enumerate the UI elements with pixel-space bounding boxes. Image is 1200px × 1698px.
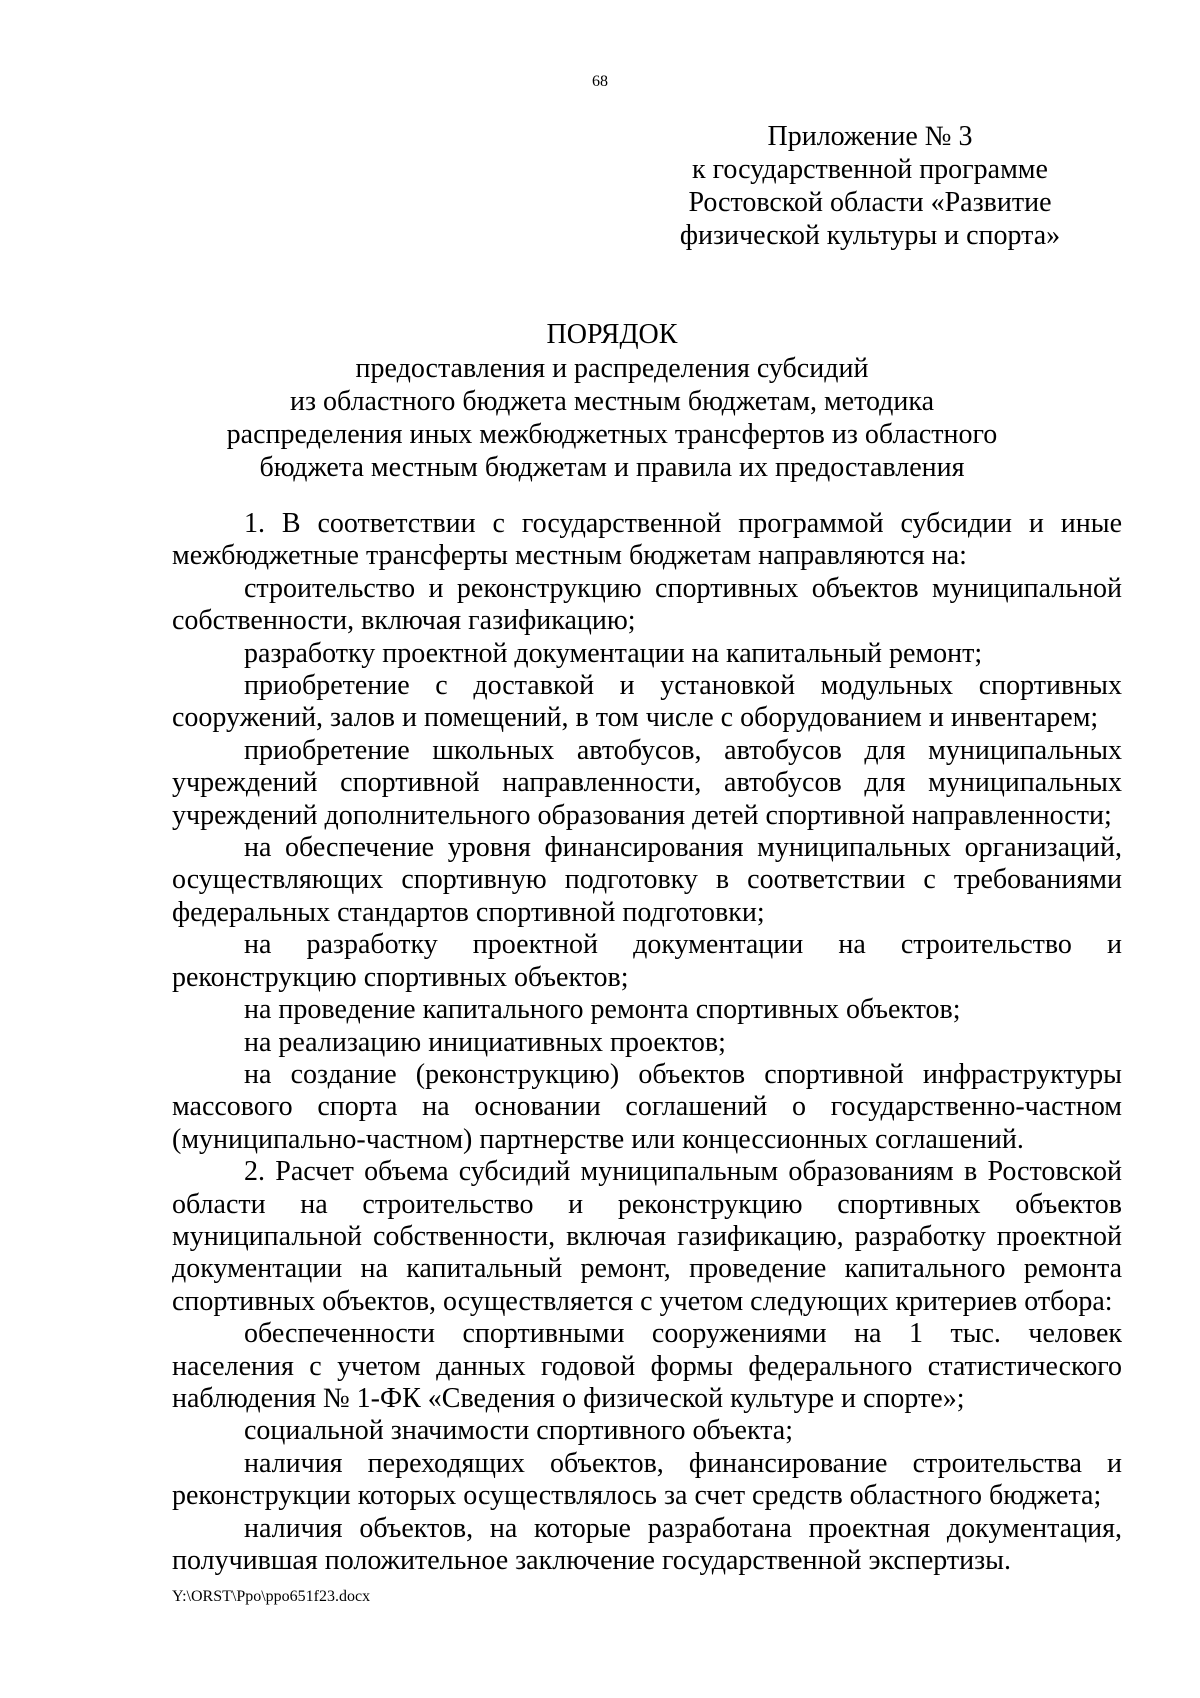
criteria-item: наличия переходящих объектов, финансирование строительства и реконструкции которых осуществлялось за счет средств областного бюджета; xyxy=(172,1447,1122,1512)
document-title-block xyxy=(172,318,1052,484)
list-item: на проведение капитального ремонта спортивных объектов; xyxy=(244,994,961,1026)
appendix-line: Ростовской области «Развитие xyxy=(688,187,1052,218)
footer-file-path: Y:\ORST\Ppo\ppo651f23.docx xyxy=(172,1588,371,1605)
document-subtitle-line: предоставления и распределения субсидий xyxy=(355,353,869,384)
document-body xyxy=(172,508,1122,1577)
criteria-item: социальной значимости спортивного объекта; xyxy=(244,1415,793,1447)
list-item: приобретение школьных автобусов, автобусов для муниципальных учреждений спортивной направленности, автобусов для муниципальных учреждений дополнительного образования детей спортивной направленности; xyxy=(172,734,1122,831)
appendix-line: физической культуры и спорта» xyxy=(679,220,1061,251)
list-item: на создание (реконструкцию) объектов спортивной инфраструктуры массового спорта на основании соглашений о государственно-частном (муниципально-частном) партнерстве или концессионных соглашений. xyxy=(172,1058,1122,1155)
document-title: ПОРЯДОК xyxy=(546,319,678,350)
appendix-line: Приложение № 3 xyxy=(767,121,973,152)
document-subtitle-line: распределения иных межбюджетных трансфертов из областного xyxy=(226,419,998,450)
list-item: строительство и реконструкцию спортивных объектов муниципальной собственности, включая газификацию; xyxy=(172,572,1122,637)
document-subtitle-line: из областного бюджета местным бюджетам, методика xyxy=(289,386,934,417)
appendix-line: к государственной программе xyxy=(692,154,1048,185)
list-item: на реализацию инициативных проектов; xyxy=(244,1026,726,1058)
paragraph-2: 2. Расчет объема субсидий муниципальным образованиям в Ростовской области на строительство и реконструкцию спортивных объектов муниципальной собственности, включая газификацию, разработку проектной документации на капитальный ремонт, проведение капитального ремонта спортивных объектов, осуществляется с учетом следующих критериев отбора: xyxy=(172,1156,1122,1317)
criteria-item: наличия объектов, на которые разработана проектная документация, получившая положительное заключение государственной экспертизы. xyxy=(172,1512,1122,1576)
list-item: на разработку проектной документации на строительство и реконструкцию спортивных объектов; xyxy=(172,929,1122,993)
list-item: приобретение с доставкой и установкой модульных спортивных сооружений, залов и помещений, в том числе с оборудованием и инвентарем; xyxy=(172,670,1122,734)
criteria-item: обеспеченности спортивными сооружениями на 1 тыс. человек населения с учетом данных годовой формы федерального статистического наблюдения № 1-ФК «Сведения о физической культуре и спорте»; xyxy=(172,1318,1122,1414)
paragraph-1: 1. В соответствии с государственной программой субсидии и иные межбюджетные трансферты местным бюджетам направляются на: xyxy=(172,508,1122,572)
page-number: 68 xyxy=(592,73,608,90)
list-item: разработку проектной документации на капитальный ремонт; xyxy=(244,637,983,669)
document-subtitle-line: бюджета местным бюджетам и правила их предоставления xyxy=(259,452,965,483)
list-item: на обеспечение уровня финансирования муниципальных организаций, осуществляющих спортивную подготовку в соответствии с требованиями федеральных стандартов спортивной подготовки; xyxy=(172,832,1122,928)
appendix-header xyxy=(660,120,1080,252)
